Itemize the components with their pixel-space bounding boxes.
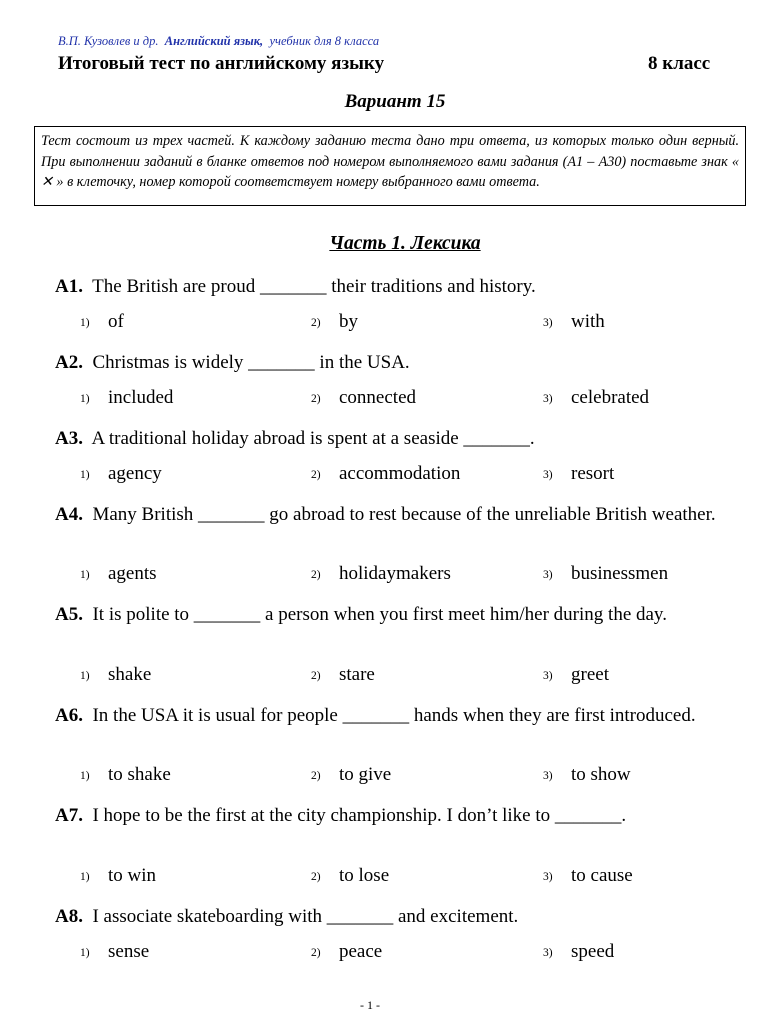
answer-option-2-3[interactable] — [543, 387, 649, 409]
question-number: A7. — [55, 805, 83, 826]
option-number: 2) — [311, 469, 321, 481]
answer-option-4-1[interactable] — [80, 563, 157, 585]
answer-option-1-3[interactable] — [543, 311, 605, 333]
option-number: 1) — [80, 670, 90, 682]
answer-option-1-2[interactable] — [311, 311, 358, 333]
question-number: A5. — [55, 604, 83, 625]
question-number: A2. — [55, 352, 83, 373]
option-number: 2) — [311, 393, 321, 405]
option-text: agents — [108, 563, 157, 584]
answer-option-8-2[interactable] — [311, 941, 382, 963]
option-number: 1) — [80, 317, 90, 329]
question-text: Christmas is widely _______ in the USA. — [92, 352, 410, 373]
source-book: Английский язык, — [164, 34, 264, 48]
option-text: to lose — [339, 865, 390, 886]
answer-option-5-2[interactable] — [311, 664, 375, 686]
question-3 — [55, 426, 735, 451]
option-text: included — [108, 387, 174, 408]
question-6 — [55, 703, 735, 728]
grade-label: 8 класс — [648, 53, 711, 74]
option-text: stare — [339, 664, 375, 685]
option-number: 2) — [311, 569, 321, 581]
answer-option-4-3[interactable] — [543, 563, 668, 585]
option-text: with — [571, 311, 605, 332]
answer-option-5-3[interactable] — [543, 664, 609, 686]
source-line — [58, 34, 379, 49]
option-number: 2) — [311, 871, 321, 883]
option-text: celebrated — [571, 387, 650, 408]
answer-option-6-1[interactable] — [80, 764, 171, 786]
option-text: of — [108, 311, 124, 332]
question-number: A8. — [55, 906, 83, 927]
question-text: I hope to be the first at the city championship. I don’t like to _______. — [92, 805, 627, 826]
option-text: to give — [339, 764, 392, 785]
answer-option-7-3[interactable] — [543, 865, 633, 887]
option-text: resort — [571, 463, 615, 484]
question-5 — [55, 602, 735, 627]
answer-option-3-2[interactable] — [311, 463, 460, 485]
option-text: by — [339, 311, 358, 332]
question-number: A1. — [55, 276, 83, 297]
question-text: I associate skateboarding with _______ and excitement. — [92, 906, 519, 927]
option-number: 1) — [80, 393, 90, 405]
answer-option-3-1[interactable] — [80, 463, 162, 485]
answer-option-6-3[interactable] — [543, 764, 631, 786]
answer-option-7-2[interactable] — [311, 865, 389, 887]
source-authors: В.П. Кузовлев и др. — [58, 34, 159, 48]
option-text: shake — [108, 664, 152, 685]
instructions-box: Тест состоит из трех частей. К каждому заданию теста дано три ответа, из которых только один верный. При выполнении заданий в бланке ответов под номером выполняемого вами задания (А1 – А30) поставьте знак « ✕ » в клеточку, номер которой соответствует номеру выбранного вами ответа. — [34, 126, 746, 206]
option-text: to shake — [108, 764, 171, 785]
question-7 — [55, 803, 735, 828]
option-text: holidaymakers — [339, 563, 451, 584]
option-text: greet — [571, 664, 609, 685]
page-number: - 1 - — [360, 998, 380, 1012]
option-text: agency — [108, 463, 162, 484]
document-title: Итоговый тест по английскому языку — [58, 53, 385, 74]
answer-option-3-3[interactable] — [543, 463, 614, 485]
option-number: 3) — [543, 469, 553, 481]
option-number: 1) — [80, 947, 90, 959]
option-text: sense — [108, 941, 150, 962]
option-text: to win — [108, 865, 157, 886]
option-number: 2) — [311, 670, 321, 682]
option-text: accommodation — [339, 463, 461, 484]
option-text: peace — [339, 941, 383, 962]
option-number: 3) — [543, 569, 553, 581]
option-number: 1) — [80, 569, 90, 581]
part-title: Часть 1. Лексика — [329, 233, 481, 254]
answer-option-5-1[interactable] — [80, 664, 151, 686]
source-grade: учебник для 8 класса — [269, 34, 380, 48]
answer-option-6-2[interactable] — [311, 764, 391, 786]
option-number: 3) — [543, 770, 553, 782]
question-text: It is polite to _______ a person when you first meet him/her during the day. — [92, 604, 667, 625]
option-number: 3) — [543, 670, 553, 682]
question-text: A traditional holiday abroad is spent at a seaside _______. — [91, 428, 535, 449]
question-2 — [55, 350, 735, 375]
answer-option-7-1[interactable] — [80, 865, 156, 887]
answer-option-1-1[interactable] — [80, 311, 124, 333]
answer-option-8-1[interactable] — [80, 941, 149, 963]
question-text: Many British _______ go abroad to rest because of the unreliable British weather. — [92, 504, 716, 525]
option-number: 1) — [80, 770, 90, 782]
option-number: 2) — [311, 770, 321, 782]
option-number: 3) — [543, 393, 553, 405]
answer-option-2-2[interactable] — [311, 387, 416, 409]
option-number: 3) — [543, 947, 553, 959]
answer-option-8-3[interactable] — [543, 941, 614, 963]
question-text: In the USA it is usual for people _______ hands when they are first introduced. — [92, 705, 696, 726]
option-number: 3) — [543, 871, 553, 883]
question-1 — [55, 274, 735, 299]
option-text: connected — [339, 387, 417, 408]
option-number: 1) — [80, 469, 90, 481]
variant-title: Вариант 15 — [344, 91, 446, 112]
question-8 — [55, 904, 735, 929]
question-number: A6. — [55, 705, 83, 726]
question-4 — [55, 502, 735, 527]
answer-option-4-2[interactable] — [311, 563, 451, 585]
option-number: 3) — [543, 317, 553, 329]
question-text: The British are proud _______ their traditions and history. — [92, 276, 536, 297]
option-number: 1) — [80, 871, 90, 883]
option-text: speed — [571, 941, 615, 962]
option-text: to cause — [571, 865, 633, 886]
option-text: to show — [571, 764, 631, 785]
question-number: A3. — [55, 428, 83, 449]
answer-option-2-1[interactable] — [80, 387, 173, 409]
question-number: A4. — [55, 504, 83, 525]
option-text: businessmen — [571, 563, 669, 584]
option-number: 2) — [311, 947, 321, 959]
option-number: 2) — [311, 317, 321, 329]
